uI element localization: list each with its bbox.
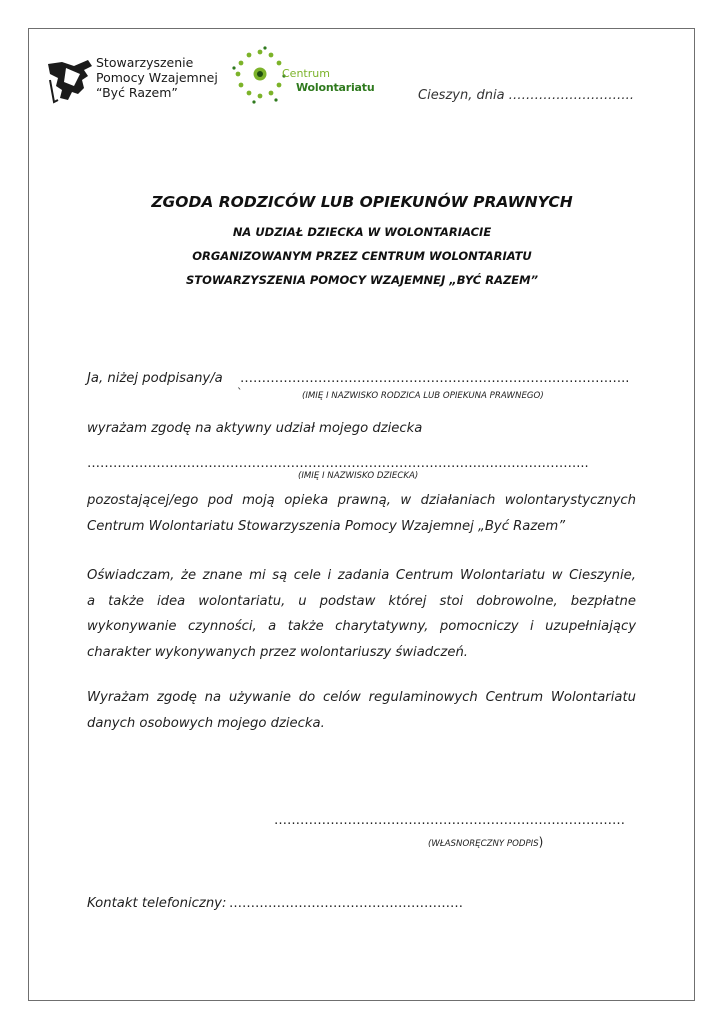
consent-line: wyrażam zgodę na aktywny udział mojego dziecka bbox=[87, 421, 423, 436]
contact-phone-field: ……………………………………………… bbox=[229, 896, 463, 911]
document-subtitle-2: ORGANIZOWANYM PRZEZ CENTRUM WOLONTARIATU bbox=[192, 249, 532, 263]
centrum-logo-line2: Wolontariatu bbox=[296, 81, 375, 94]
signature-field: ……………………………………………………………………… bbox=[274, 813, 625, 828]
paragraph-line: wykonywanie czynności, a także charytatywny, pomocniczy i uzupełniający bbox=[87, 619, 636, 634]
signer-caption: (IMIĘ I NAZWISKO RODZICA LUB OPIEKUNA PRAWNEGO) bbox=[302, 391, 544, 401]
document-title: ZGODA RODZICÓW LUB OPIEKUNÓW PRAWNYCH bbox=[151, 193, 573, 211]
centrum-logo bbox=[230, 44, 380, 114]
association-logo-line2: Pomocy Wzajemnej bbox=[96, 70, 218, 85]
paragraph-line: Wyrażam zgodę na używanie do celów regulaminowych Centrum Wolontariatu bbox=[87, 690, 636, 705]
centrum-logo-line1: Centrum bbox=[282, 67, 330, 80]
association-emblem-icon bbox=[44, 50, 96, 108]
association-logo-text bbox=[96, 55, 218, 100]
signature-caption bbox=[428, 835, 543, 849]
date-line: Cieszyn, dnia ……………………….. bbox=[418, 88, 634, 103]
signer-name-field: ……………………………………………………………….…………….. bbox=[240, 371, 630, 386]
paragraph-declaration bbox=[87, 563, 636, 665]
contact-label: Kontakt telefoniczny: bbox=[87, 896, 227, 911]
child-caption: (IMIĘ I NAZWISKO DZIECKA) bbox=[298, 471, 419, 481]
association-logo-line1: Stowarzyszenie bbox=[96, 55, 194, 70]
paragraph-line: a także idea wolontariatu, u podstaw której stoi dobrowolne, bezpłatne bbox=[87, 593, 636, 609]
signature-caption-text: (WŁASNORĘCZNY PODPIS bbox=[428, 839, 539, 849]
paragraph-line: charakter wykonywanych przez wolontariuszy świadczeń. bbox=[87, 644, 468, 660]
paragraph-line: Centrum Wolontariatu Stowarzyszenia Pomocy Wzajemnej „Być Razem” bbox=[87, 518, 566, 534]
signature-caption-paren: ) bbox=[538, 835, 544, 849]
paragraph-line: Oświadczam, że znane mi są cele i zadania Centrum Wolontariatu w Cieszynie, bbox=[87, 568, 636, 583]
signer-label: Ja, niżej podpisany/a bbox=[87, 371, 223, 386]
association-logo bbox=[44, 50, 219, 108]
paragraph-line: pozostającej/ego pod moją opieka prawną, w działaniach wolontarystycznych bbox=[87, 493, 636, 508]
document-subtitle-3: STOWARZYSZENIA POMOCY WZAJEMNEJ „BYĆ RAZEM” bbox=[185, 273, 539, 287]
paragraph-data-consent bbox=[87, 685, 636, 736]
paragraph-custody bbox=[87, 488, 636, 539]
child-name-field: ………………………………………………………………………………..…………………... bbox=[87, 456, 589, 471]
document-subtitle-1: NA UDZIAŁ DZIECKA W WOLONTARIACIE bbox=[232, 225, 492, 239]
signer-tick-mark: ` bbox=[237, 386, 243, 399]
association-logo-line3: “Być Razem” bbox=[96, 85, 178, 100]
paragraph-line: danych osobowych mojego dziecka. bbox=[87, 715, 325, 731]
dotted-circle-icon bbox=[230, 44, 290, 114]
